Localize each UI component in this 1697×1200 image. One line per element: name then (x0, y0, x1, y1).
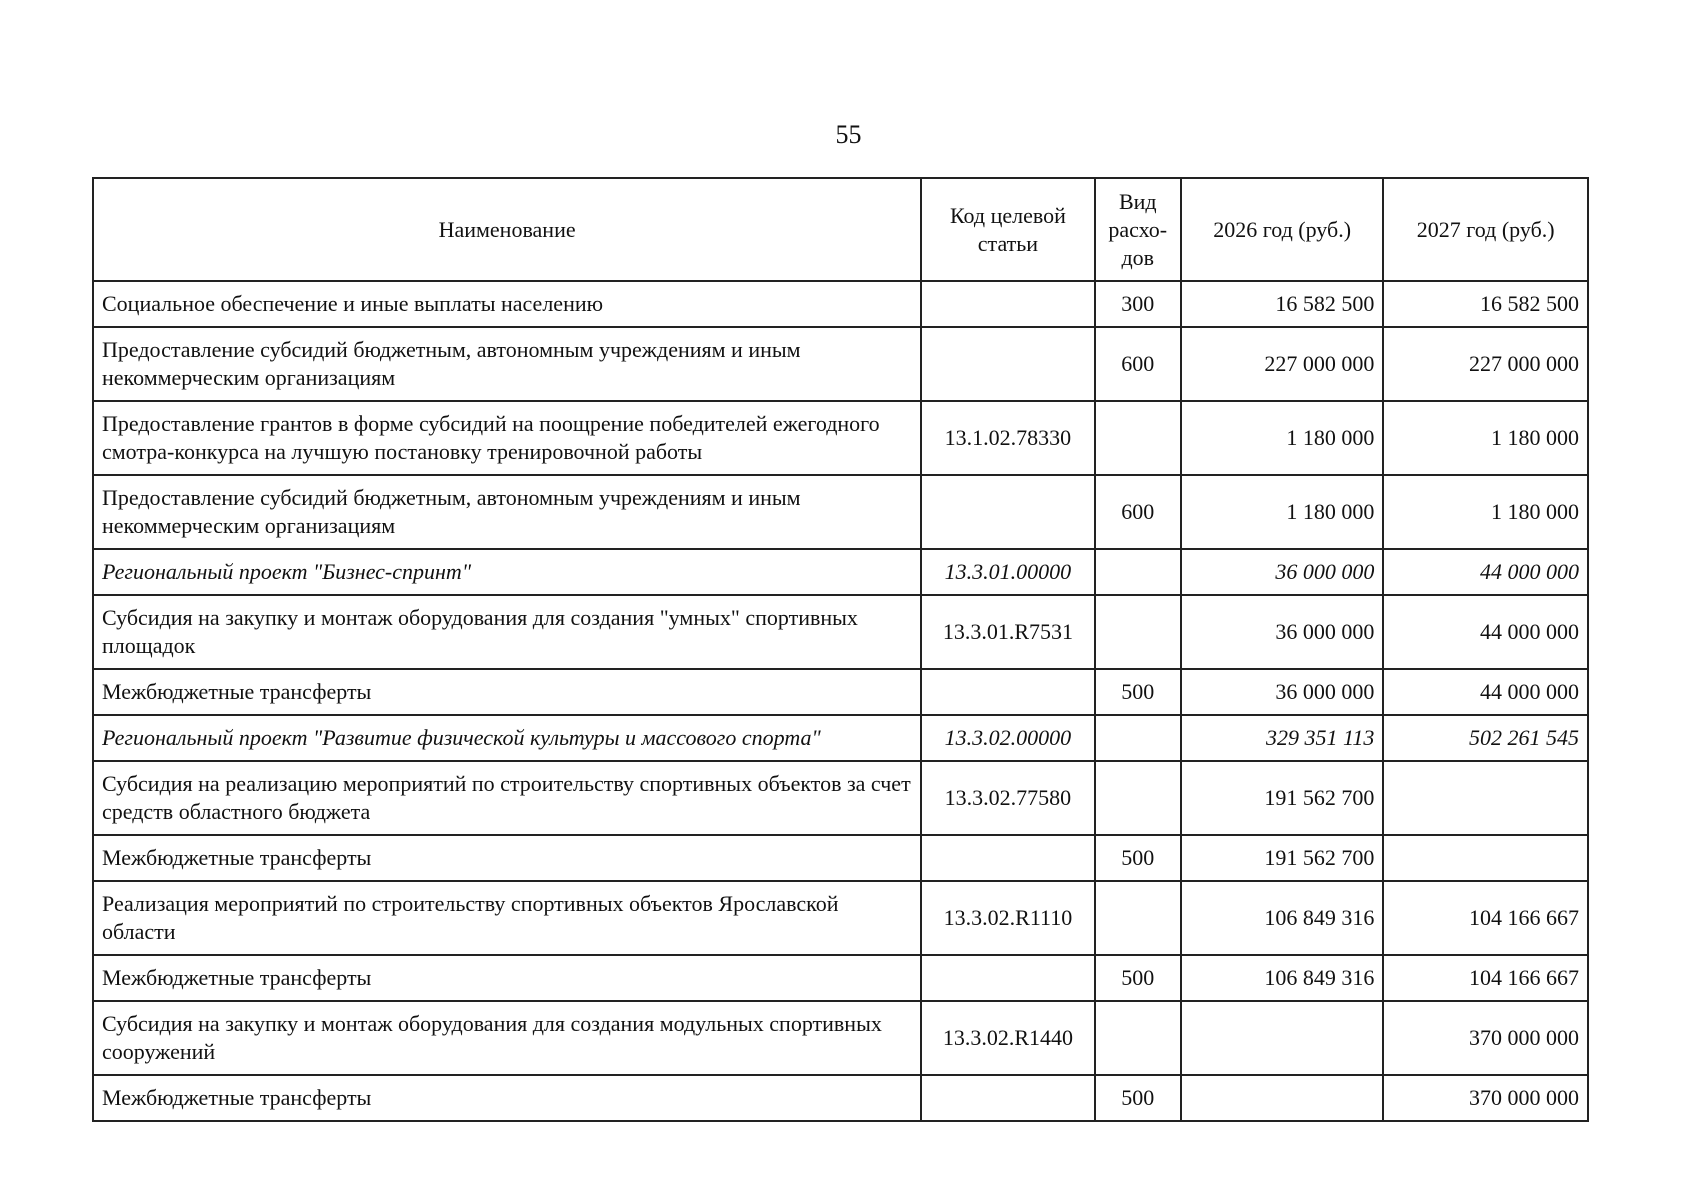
cell-2026: 1 180 000 (1181, 401, 1384, 475)
cell-2026: 191 562 700 (1181, 835, 1384, 881)
cell-2026: 36 000 000 (1181, 595, 1384, 669)
table-row (93, 327, 1588, 401)
cell-kind: 600 (1095, 475, 1181, 549)
cell-name: Предоставление субсидий бюджетным, автономным учреждениям и иным некоммерческим организациям (93, 327, 921, 401)
cell-2026: 191 562 700 (1181, 761, 1384, 835)
cell-2027: 104 166 667 (1383, 881, 1588, 955)
cell-2027 (1383, 761, 1588, 835)
table-row-project (93, 549, 1588, 595)
cell-2026: 106 849 316 (1181, 955, 1384, 1001)
cell-2027: 370 000 000 (1383, 1001, 1588, 1075)
cell-name: Межбюджетные трансферты (93, 835, 921, 881)
cell-2027: 16 582 500 (1383, 281, 1588, 327)
cell-2027: 1 180 000 (1383, 475, 1588, 549)
cell-name: Реализация мероприятий по строительству спортивных объектов Ярославской области (93, 881, 921, 955)
cell-2027: 44 000 000 (1383, 549, 1588, 595)
cell-kind (1095, 881, 1181, 955)
cell-code: 13.3.02.77580 (921, 761, 1094, 835)
cell-kind (1095, 401, 1181, 475)
cell-code: 13.3.01.00000 (921, 549, 1094, 595)
cell-2027 (1383, 835, 1588, 881)
cell-2027: 227 000 000 (1383, 327, 1588, 401)
header-2027: 2027 год (руб.) (1383, 178, 1588, 281)
cell-code (921, 475, 1094, 549)
cell-name: Субсидия на закупку и монтаж оборудования для создания "умных" спортивных площадок (93, 595, 921, 669)
header-2026: 2026 год (руб.) (1181, 178, 1384, 281)
cell-kind: 500 (1095, 835, 1181, 881)
cell-name: Субсидия на закупку и монтаж оборудования для создания модульных спортивных сооружений (93, 1001, 921, 1075)
table-row (93, 835, 1588, 881)
cell-name: Предоставление грантов в форме субсидий на поощрение победителей ежегодного смотра-конкурса на лучшую постановку тренировочной работы (93, 401, 921, 475)
cell-2026 (1181, 1075, 1384, 1121)
cell-kind (1095, 595, 1181, 669)
cell-2027: 1 180 000 (1383, 401, 1588, 475)
cell-2026: 16 582 500 (1181, 281, 1384, 327)
cell-2026: 106 849 316 (1181, 881, 1384, 955)
table-row (93, 281, 1588, 327)
cell-2026: 1 180 000 (1181, 475, 1384, 549)
cell-name: Региональный проект "Бизнес-спринт" (93, 549, 921, 595)
cell-2027: 370 000 000 (1383, 1075, 1588, 1121)
cell-code: 13.3.01.R7531 (921, 595, 1094, 669)
cell-code (921, 1075, 1094, 1121)
cell-name: Региональный проект "Развитие физической культуры и массового спорта" (93, 715, 921, 761)
cell-2027: 44 000 000 (1383, 669, 1588, 715)
table-row (93, 401, 1588, 475)
cell-kind (1095, 1001, 1181, 1075)
header-code: Код целевой статьи (921, 178, 1094, 281)
cell-kind: 500 (1095, 1075, 1181, 1121)
cell-name: Субсидия на реализацию мероприятий по строительству спортивных объектов за счет средств областного бюджета (93, 761, 921, 835)
cell-code: 13.3.02.00000 (921, 715, 1094, 761)
cell-name: Межбюджетные трансферты (93, 669, 921, 715)
cell-code: 13.3.02.R1440 (921, 1001, 1094, 1075)
cell-name: Предоставление субсидий бюджетным, автономным учреждениям и иным некоммерческим организациям (93, 475, 921, 549)
cell-2027: 104 166 667 (1383, 955, 1588, 1001)
cell-code (921, 835, 1094, 881)
cell-name: Межбюджетные трансферты (93, 955, 921, 1001)
cell-2027: 44 000 000 (1383, 595, 1588, 669)
cell-2026: 227 000 000 (1181, 327, 1384, 401)
cell-name: Межбюджетные трансферты (93, 1075, 921, 1121)
table-row-project (93, 715, 1588, 761)
cell-2026: 36 000 000 (1181, 549, 1384, 595)
table-row (93, 761, 1588, 835)
cell-name: Социальное обеспечение и иные выплаты населению (93, 281, 921, 327)
cell-code (921, 955, 1094, 1001)
cell-kind (1095, 715, 1181, 761)
cell-kind: 600 (1095, 327, 1181, 401)
cell-kind: 500 (1095, 669, 1181, 715)
cell-code (921, 669, 1094, 715)
table-row (93, 595, 1588, 669)
table-row (93, 881, 1588, 955)
table-row (93, 955, 1588, 1001)
cell-kind (1095, 549, 1181, 595)
budget-table (92, 177, 1589, 1122)
table-row (93, 1001, 1588, 1075)
cell-code: 13.1.02.78330 (921, 401, 1094, 475)
cell-kind: 300 (1095, 281, 1181, 327)
table-row (93, 475, 1588, 549)
cell-2026: 36 000 000 (1181, 669, 1384, 715)
table-row (93, 669, 1588, 715)
cell-code (921, 327, 1094, 401)
cell-2026 (1181, 1001, 1384, 1075)
cell-code (921, 281, 1094, 327)
cell-2026: 329 351 113 (1181, 715, 1384, 761)
cell-code: 13.3.02.R1110 (921, 881, 1094, 955)
cell-kind (1095, 761, 1181, 835)
header-kind: Вид расхо-дов (1095, 178, 1181, 281)
page-number: 55 (835, 120, 862, 149)
table-row (93, 1075, 1588, 1121)
header-name: Наименование (93, 178, 921, 281)
cell-2027: 502 261 545 (1383, 715, 1588, 761)
table-header-row (93, 178, 1588, 281)
cell-kind: 500 (1095, 955, 1181, 1001)
